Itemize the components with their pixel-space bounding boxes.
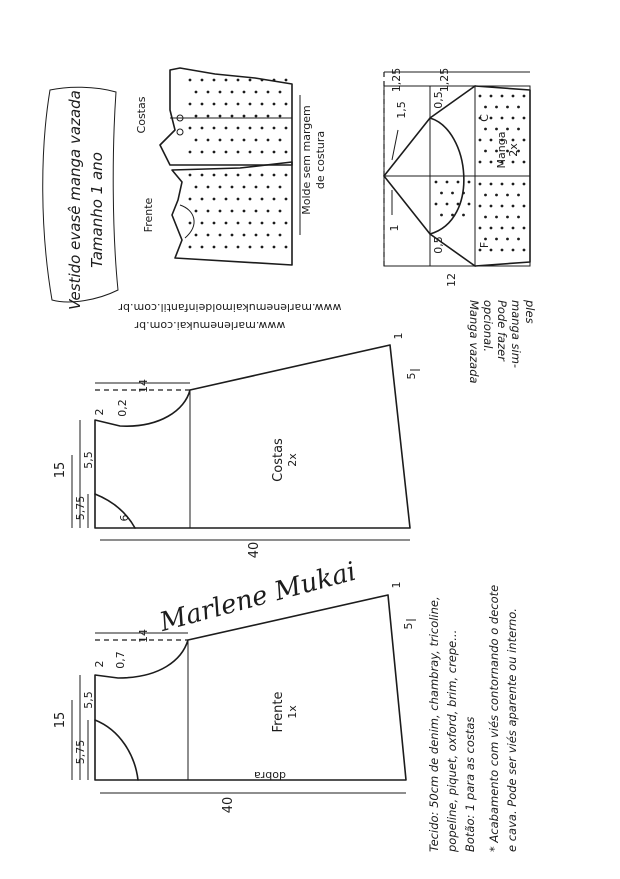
signature: Marlene Mukai — [156, 556, 360, 638]
polka-dot — [490, 95, 493, 98]
polka-dot — [273, 174, 276, 177]
front-dim-1-group — [390, 582, 403, 589]
polka-dot — [484, 106, 487, 109]
back-dim-5-5: 5,5 — [82, 451, 95, 469]
polka-dot — [255, 115, 258, 118]
sleeve-label-c-group — [478, 114, 491, 122]
front-dim-14-group — [137, 629, 150, 643]
polka-dot — [279, 91, 282, 94]
polka-dot — [285, 222, 288, 225]
polka-dot — [523, 227, 526, 230]
front-dim-5: 5 — [402, 622, 415, 630]
polka-dot — [267, 210, 270, 213]
polka-dot — [195, 115, 198, 118]
polka-dot — [523, 183, 526, 186]
polka-dot — [201, 174, 204, 177]
polka-dot — [484, 150, 487, 153]
sleeve-dim-0-5-top-group — [432, 91, 445, 109]
polka-dot — [457, 181, 460, 184]
polka-dot — [273, 246, 276, 249]
polka-dot — [279, 139, 282, 142]
polka-dot — [435, 203, 438, 206]
polka-dot — [243, 234, 246, 237]
back-dim-5-5-group — [82, 451, 95, 469]
polka-dot — [237, 246, 240, 249]
polka-dot — [512, 183, 515, 186]
polka-dot — [255, 234, 258, 237]
polka-dot — [279, 186, 282, 189]
polka-dot — [213, 198, 216, 201]
front-fold-group — [254, 769, 286, 782]
dress-sketch-front — [172, 162, 292, 265]
polka-dot — [495, 106, 498, 109]
back-dim-5-75-group — [74, 496, 87, 521]
polka-dot — [213, 246, 216, 249]
polka-dot — [237, 127, 240, 130]
polka-dot — [273, 127, 276, 130]
polka-dot — [249, 127, 252, 130]
polka-dot — [446, 181, 449, 184]
front-piece-count: 1x — [286, 705, 299, 719]
polka-dot — [225, 198, 228, 201]
notes-line-3: Botão: 1 para as costas — [463, 716, 477, 852]
sleeve-dim-0-5-bottom: 0,5 — [432, 236, 445, 254]
sketch-front-label: Frente — [142, 197, 155, 233]
sketch-note-line-1: Molde sem margem — [300, 105, 313, 215]
polka-dot — [237, 151, 240, 154]
polka-dot — [506, 238, 509, 241]
title-line-1: Vestido evasê manga vazada — [66, 90, 84, 310]
polka-dot — [225, 103, 228, 106]
polka-dot — [512, 227, 515, 230]
polka-dot — [213, 222, 216, 225]
sleeve-label-f: F — [478, 241, 491, 249]
polka-dot — [484, 216, 487, 219]
front-dim-0-7: 0,7 — [114, 651, 127, 669]
polka-dot — [225, 174, 228, 177]
polka-dot — [267, 115, 270, 118]
front-dim-0-7-group — [114, 651, 127, 669]
polka-dot — [446, 203, 449, 206]
sleeve-dim-1-5-group — [395, 101, 408, 119]
polka-dot — [285, 174, 288, 177]
front-dim-40: 40 — [221, 796, 236, 814]
polka-dot — [479, 161, 482, 164]
url-group — [118, 301, 341, 332]
polka-dot — [517, 216, 520, 219]
polka-dot — [201, 127, 204, 130]
polka-dot — [189, 174, 192, 177]
polka-dot — [273, 198, 276, 201]
polka-dot — [201, 222, 204, 225]
polka-dot — [249, 79, 252, 82]
front-dim-5-group — [402, 623, 415, 630]
back-dim-14-group — [137, 379, 150, 393]
polka-dot — [249, 222, 252, 225]
polka-dot — [479, 183, 482, 186]
back-dim-1-group — [392, 333, 405, 340]
back-dim-6: 6 — [118, 514, 131, 522]
back-dim-6-group — [118, 515, 131, 522]
sleeve-name-group — [495, 132, 520, 169]
front-dim-5-75-group — [74, 740, 87, 765]
polka-dot — [273, 222, 276, 225]
sketch-note-group — [300, 105, 327, 214]
polka-dot — [195, 186, 198, 189]
front-name-group — [271, 692, 299, 733]
polka-dot — [261, 151, 264, 154]
polka-dot — [490, 139, 493, 142]
sleeve-note-group — [467, 299, 537, 384]
title-block — [66, 90, 106, 310]
polka-dot — [490, 183, 493, 186]
polka-dot — [501, 183, 504, 186]
polka-dot — [512, 95, 515, 98]
polka-dot — [495, 128, 498, 131]
polka-dot — [213, 151, 216, 154]
polka-dot — [273, 151, 276, 154]
sleeve-dim-12: 12 — [445, 273, 458, 287]
polka-dot — [267, 91, 270, 94]
back-piece-count: 2x — [286, 453, 299, 467]
polka-dot — [201, 79, 204, 82]
sleeve-dim-12-group — [445, 273, 458, 287]
polka-dot — [501, 205, 504, 208]
polka-dot — [207, 186, 210, 189]
front-dim-5-5: 5,5 — [82, 691, 95, 709]
polka-dot — [249, 198, 252, 201]
polka-dot — [195, 139, 198, 142]
sleeve-dim-0-5-top: 0,5 — [432, 91, 445, 109]
back-piece — [72, 345, 420, 540]
sleeve-dim-1-5: 1,5 — [395, 101, 408, 119]
polka-dot — [249, 174, 252, 177]
polka-dot — [285, 151, 288, 154]
sleeve-dim-top-right: 1,25 — [438, 67, 451, 93]
sketch-back-label: Costas — [135, 96, 148, 134]
polka-dot — [451, 192, 454, 195]
polka-dot — [237, 198, 240, 201]
polka-dot — [279, 210, 282, 213]
polka-dot — [231, 139, 234, 142]
polka-dot — [189, 151, 192, 154]
polka-dot — [261, 222, 264, 225]
polka-dot — [225, 127, 228, 130]
polka-dot — [506, 216, 509, 219]
sketch-front-label-group — [142, 197, 155, 232]
front-piece-name: Frente — [271, 691, 286, 733]
polka-dot — [255, 186, 258, 189]
polka-dot — [501, 227, 504, 230]
polka-dot — [225, 79, 228, 82]
polka-dot — [255, 91, 258, 94]
notes-line-1: Tecido: 50cm de denim, chambray, tricoline, — [427, 596, 441, 852]
polka-dot — [440, 214, 443, 217]
back-dim-5-group — [405, 373, 418, 380]
polka-dot — [285, 246, 288, 249]
polka-dot — [462, 192, 465, 195]
front-dim-2-group — [93, 661, 106, 668]
sleeve-count: 2x — [507, 143, 520, 157]
polka-dot — [273, 79, 276, 82]
back-dim-40: 40 — [247, 541, 262, 559]
front-dim-15: 15 — [53, 711, 68, 729]
polka-dot — [219, 234, 222, 237]
polka-dot — [523, 95, 526, 98]
polka-dot — [517, 194, 520, 197]
back-dim-15-group — [53, 462, 68, 479]
back-dim-5: 5 — [405, 372, 418, 380]
sketch-note-line-2: de costura — [314, 130, 327, 190]
front-dim-5-75: 5,75 — [74, 739, 87, 765]
polka-dot — [457, 203, 460, 206]
polka-dot — [231, 115, 234, 118]
back-dim-0-2-group — [116, 399, 129, 417]
polka-dot — [512, 249, 515, 252]
sleeve-note-line-4: manga sim- — [509, 300, 523, 369]
polka-dot — [207, 210, 210, 213]
polka-dot — [243, 115, 246, 118]
polka-dot — [279, 234, 282, 237]
polka-dot — [506, 128, 509, 131]
polka-dot — [237, 222, 240, 225]
polka-dot — [249, 246, 252, 249]
polka-dot — [189, 222, 192, 225]
back-piece-name: Costas — [271, 438, 286, 482]
polka-dot — [255, 210, 258, 213]
polka-dot — [479, 205, 482, 208]
sleeve-dim-1: 1 — [388, 224, 401, 232]
dress-sketch-back — [160, 68, 292, 165]
polka-dot — [501, 117, 504, 120]
sleeve-dim-1-group — [388, 225, 401, 232]
polka-dot — [523, 205, 526, 208]
sleeve-note-line-5: ples — [523, 300, 537, 324]
sleeve-dim-top-left-group — [390, 68, 403, 93]
sleeve-name: Manga — [495, 131, 508, 169]
back-dim-40-group — [247, 542, 262, 559]
polka-dot — [249, 151, 252, 154]
polka-dot — [213, 127, 216, 130]
url-2: www.marlenemukaimoldeinfantil.com.br — [118, 301, 342, 314]
back-dim-5-75: 5,75 — [74, 495, 87, 521]
polka-dot — [243, 139, 246, 142]
polka-dot — [201, 246, 204, 249]
polka-dot — [479, 139, 482, 142]
sleeve-dim-0-5-bottom-group — [432, 236, 445, 254]
polka-dot — [267, 186, 270, 189]
polka-dot — [451, 214, 454, 217]
polka-dot — [523, 161, 526, 164]
polka-dot — [219, 210, 222, 213]
front-dim-14: 14 — [137, 629, 150, 643]
polka-dot — [523, 249, 526, 252]
polka-dot — [506, 106, 509, 109]
polka-dot — [189, 79, 192, 82]
notes-group — [427, 585, 519, 853]
polka-dot — [506, 194, 509, 197]
polka-dot — [261, 127, 264, 130]
polka-dot — [261, 79, 264, 82]
polka-dot — [261, 198, 264, 201]
polka-dot — [237, 103, 240, 106]
front-dim-40-group — [221, 797, 236, 814]
polka-dot — [207, 234, 210, 237]
polka-dot — [201, 151, 204, 154]
polka-dot — [261, 246, 264, 249]
polka-dot — [189, 103, 192, 106]
signature-group — [156, 557, 359, 638]
polka-dot — [219, 115, 222, 118]
polka-dot — [440, 192, 443, 195]
sleeve-note-line-3: Pode fazer — [495, 300, 509, 361]
polka-dot — [249, 103, 252, 106]
polka-dot — [468, 181, 471, 184]
sleeve-dim-top-left: 1,25 — [390, 67, 403, 93]
front-fold-label: dobra — [254, 769, 286, 782]
polka-dot — [495, 216, 498, 219]
polka-dot — [267, 139, 270, 142]
polka-dot — [195, 210, 198, 213]
notes-line-5: e cava. Pode ser viés aparente ou interno. — [505, 608, 519, 852]
polka-dot — [517, 238, 520, 241]
polka-dot — [255, 139, 258, 142]
sleeve-dim-top-right-group — [438, 68, 451, 93]
polka-dot — [479, 95, 482, 98]
polka-dot — [261, 103, 264, 106]
polka-dot — [231, 234, 234, 237]
polka-dot — [213, 103, 216, 106]
back-dim-14: 14 — [137, 379, 150, 393]
polka-dot — [273, 103, 276, 106]
back-dim-0-2: 0,2 — [116, 399, 129, 417]
polka-dot — [490, 205, 493, 208]
polka-dot — [219, 186, 222, 189]
polka-dot — [195, 91, 198, 94]
polka-dot — [201, 198, 204, 201]
polka-dot — [495, 194, 498, 197]
back-dim-15: 15 — [53, 461, 68, 479]
polka-dot — [207, 115, 210, 118]
polka-dot — [501, 249, 504, 252]
polka-dot — [219, 91, 222, 94]
front-dim-5-5-group — [82, 691, 95, 709]
polka-dot — [279, 115, 282, 118]
back-dim-2-group — [93, 409, 106, 416]
polka-dot — [213, 79, 216, 82]
front-dim-15-group — [53, 712, 68, 729]
polka-dot — [225, 246, 228, 249]
polka-dot — [285, 127, 288, 130]
polka-dot — [495, 238, 498, 241]
polka-dot — [285, 198, 288, 201]
polka-dot — [237, 174, 240, 177]
sketch-back-label-group — [135, 96, 148, 133]
polka-dot — [261, 174, 264, 177]
polka-dot — [285, 103, 288, 106]
front-dim-1: 1 — [390, 581, 403, 589]
polka-dot — [231, 91, 234, 94]
polka-dot — [484, 238, 487, 241]
polka-dot — [237, 79, 240, 82]
polka-dot — [462, 214, 465, 217]
polka-dot — [512, 139, 515, 142]
sleeve-label-f-group — [478, 242, 491, 248]
back-name-group — [271, 438, 299, 482]
polka-dot — [512, 205, 515, 208]
polka-dot — [207, 91, 210, 94]
polka-dot — [231, 210, 234, 213]
polka-dot — [189, 198, 192, 201]
front-dim-2: 2 — [93, 660, 106, 668]
polka-dot — [219, 139, 222, 142]
polka-dot — [243, 91, 246, 94]
polka-dot — [517, 128, 520, 131]
polka-dot — [517, 106, 520, 109]
polka-dot — [213, 174, 216, 177]
polka-dot — [501, 95, 504, 98]
polka-dot — [523, 139, 526, 142]
notes-line-4: * Acabamento com viés contornando o decote — [487, 584, 501, 852]
sleeve-label-c: C — [478, 114, 491, 122]
polka-dot — [207, 139, 210, 142]
notes-line-2: popeline, piquet, oxford, brim, crepe... — [445, 629, 459, 852]
polka-dot — [512, 117, 515, 120]
polka-dot — [267, 234, 270, 237]
polka-dot — [225, 222, 228, 225]
polka-dot — [225, 151, 228, 154]
polka-dot — [490, 161, 493, 164]
title-line-2: Tamanho 1 ano — [88, 152, 106, 268]
polka-dot — [243, 210, 246, 213]
polka-dot — [512, 161, 515, 164]
polka-dot — [243, 186, 246, 189]
polka-dot — [195, 234, 198, 237]
polka-dot — [490, 227, 493, 230]
polka-dot — [484, 194, 487, 197]
polka-dot — [484, 128, 487, 131]
polka-dot — [435, 181, 438, 184]
back-dim-1: 1 — [392, 332, 405, 340]
polka-dot — [285, 79, 288, 82]
url-1: www.marlenemukai.com.br — [134, 319, 286, 332]
polka-dot — [523, 117, 526, 120]
polka-dot — [231, 186, 234, 189]
sleeve-note-line-2: opcional. — [481, 300, 495, 353]
front-piece — [72, 595, 416, 793]
polka-dot — [468, 203, 471, 206]
sleeve-note-line-1: Manga vazada — [467, 300, 481, 384]
polka-dot — [201, 103, 204, 106]
back-dim-2: 2 — [93, 408, 106, 416]
polka-dot — [189, 246, 192, 249]
polka-dot — [479, 227, 482, 230]
polka-dot — [189, 127, 192, 130]
